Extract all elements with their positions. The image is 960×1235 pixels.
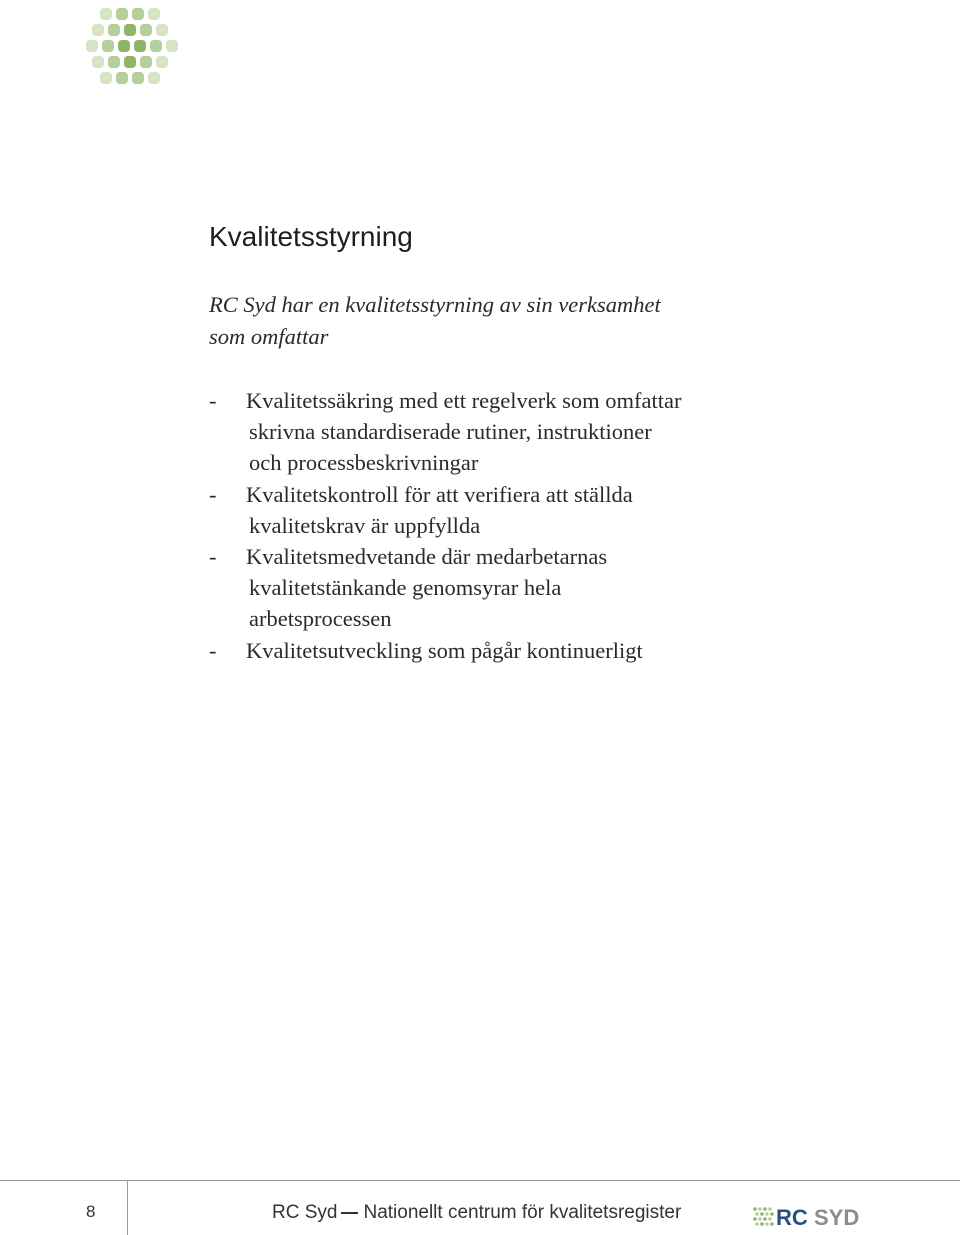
- footer-dash: [341, 1212, 358, 1214]
- logo-dot: [148, 72, 160, 84]
- logo-dot: [116, 72, 128, 84]
- list-item: [209, 479, 682, 541]
- logo-dot: [100, 72, 112, 84]
- bullet-line: arbetsprocessen: [249, 606, 392, 632]
- logo-dot: [100, 8, 112, 20]
- logo-dot: [108, 24, 120, 36]
- bullet-list: [209, 385, 682, 666]
- footer-divider: [0, 1180, 960, 1181]
- bullet-dash: -: [209, 544, 217, 570]
- logo-mini-dot: [763, 1217, 767, 1221]
- logo-dot: [102, 40, 114, 52]
- logo-dot: [92, 56, 104, 68]
- logo-rc-text: RC: [776, 1205, 808, 1230]
- logo-dot: [140, 56, 152, 68]
- bullet-line: kvalitetskrav är uppfyllda: [249, 512, 481, 538]
- logo-mini-dot: [765, 1222, 769, 1226]
- logo-dot: [124, 56, 136, 68]
- bullet-dash: -: [209, 388, 217, 413]
- logo-dot: [116, 8, 128, 20]
- logo-dot: [86, 40, 98, 52]
- bullet-line: Kvalitetsmedvetande där medarbetarnas: [246, 544, 608, 570]
- logo-mini-dot: [753, 1207, 757, 1211]
- bullet-line: och processbeskrivningar: [249, 450, 479, 476]
- bullet-line: Kvalitetsutveckling som pågår kontinuerligt: [246, 637, 643, 663]
- footer-subtitle: Nationellt centrum för kvalitetsregister: [363, 1202, 682, 1223]
- bullet-line: kvalitetstänkande genomsyrar hela: [249, 575, 562, 601]
- logo-dot: [108, 56, 120, 68]
- bullet-line: skrivna standardiserade rutiner, instruktioner: [249, 419, 652, 445]
- logo-dot: [124, 24, 136, 36]
- intro-line: RC Syd har en kvalitetsstyrning av sin verksamhet: [209, 292, 661, 317]
- logo-dot: [166, 40, 178, 52]
- logo-mini-dot: [768, 1207, 772, 1211]
- logo-dot: [156, 24, 168, 36]
- logo-dot: [150, 40, 162, 52]
- bullet-dash: -: [209, 637, 217, 663]
- logo-mini-dot: [753, 1217, 757, 1221]
- logo-dot: [92, 24, 104, 36]
- logo-dot: [156, 56, 168, 68]
- list-item: [209, 635, 682, 666]
- logo-mini-dot: [755, 1212, 759, 1216]
- bullet-line: Kvalitetskontroll för att verifiera att ställda: [246, 481, 633, 507]
- logo-dot: [134, 40, 146, 52]
- logo-dot: [132, 72, 144, 84]
- logo-mini-dot: [755, 1222, 759, 1226]
- logo-mini-dot: [770, 1222, 774, 1226]
- footer-text: [272, 1202, 681, 1224]
- bullet-line: Kvalitetssäkring med ett regelverk som omfattar: [246, 388, 682, 413]
- logo-mini-dot: [765, 1212, 769, 1216]
- intro-line: som omfattar: [209, 323, 329, 349]
- logo-mini-dot: [768, 1217, 772, 1221]
- logo-dot: [132, 8, 144, 20]
- page-title: Kvalitetsstyrning: [209, 221, 413, 252]
- footer-vertical-divider: [127, 1180, 128, 1235]
- logo-dot: [140, 24, 152, 36]
- list-item: [209, 541, 682, 635]
- list-item: [209, 385, 682, 479]
- dot-logo-icon: [84, 2, 188, 90]
- rc-syd-logo-icon: [752, 1204, 878, 1230]
- logo-mini-dot: [760, 1222, 764, 1226]
- logo-mini-dot: [758, 1217, 762, 1221]
- logo-mini-dot: [760, 1212, 764, 1216]
- page-number: 8: [86, 1202, 96, 1221]
- logo-dot: [118, 40, 130, 52]
- logo-mini-dot: [770, 1212, 774, 1216]
- intro-text: [209, 289, 809, 352]
- logo-dot: [148, 8, 160, 20]
- bullet-dash: -: [209, 481, 217, 507]
- logo-mini-dot: [758, 1207, 762, 1211]
- footer-org: RC Syd: [272, 1202, 338, 1223]
- logo-syd-text: SYD: [814, 1205, 860, 1230]
- logo-mini-dot: [763, 1207, 767, 1211]
